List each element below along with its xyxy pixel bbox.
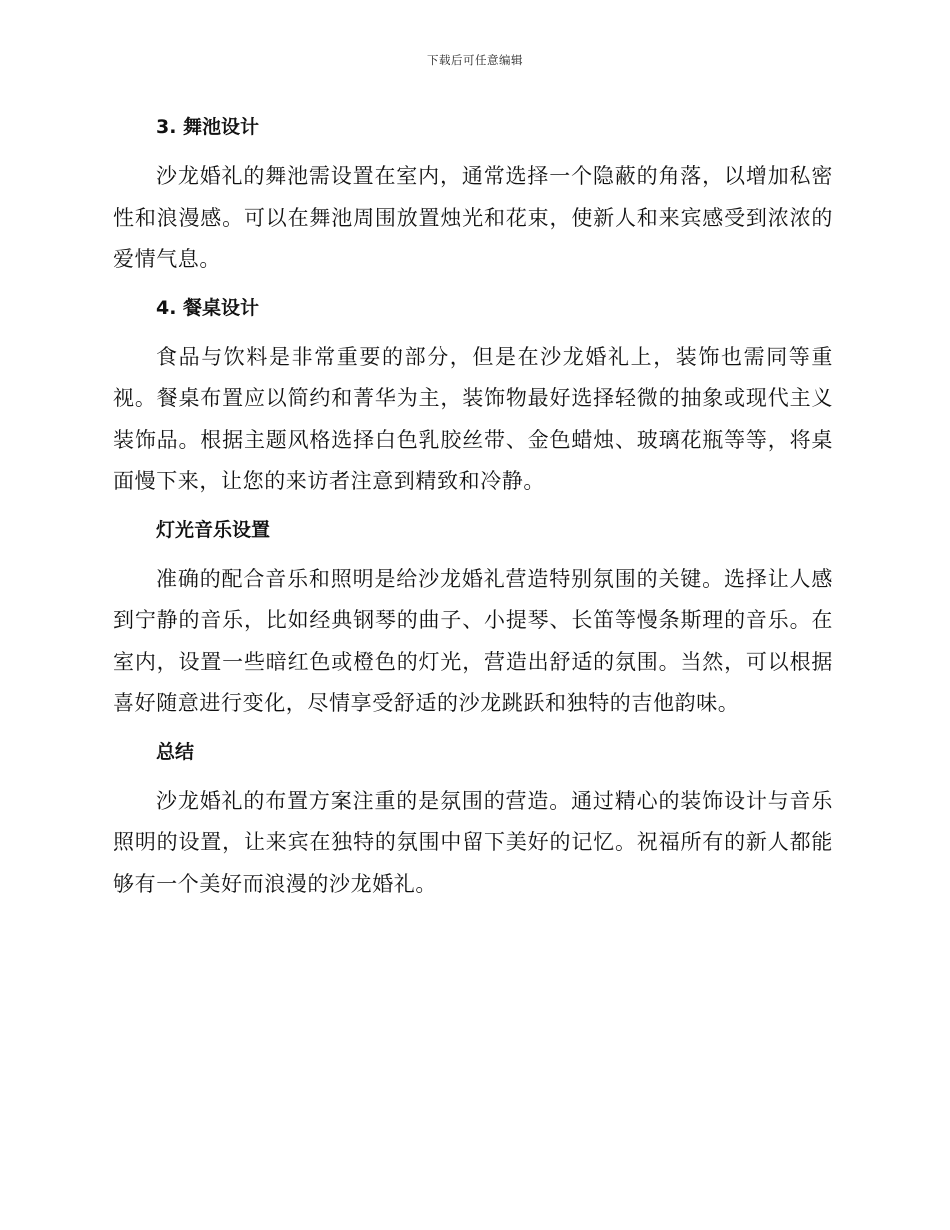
section-summary bbox=[113, 735, 833, 906]
section-heading: 4. 餐桌设计 bbox=[156, 296, 260, 319]
page-header: 下载后可任意编辑 bbox=[427, 53, 523, 67]
section-paragraph: 沙龙婚礼的布置方案注重的是氛围的营造。通过精心的装饰设计与音乐照明的设置，让来宾在独特的氛围中留下美好的记忆。祝福所有的新人都能够有一个美好而浪漫的沙龙婚礼。 bbox=[113, 788, 833, 896]
section-heading: 灯光音乐设置 bbox=[156, 518, 271, 541]
section-paragraph: 食品与饮料是非常重要的部分，但是在沙龙婚礼上，装饰也需同等重视。餐桌布置应以简约和菁华为主，装饰物最好选择轻微的抽象或现代主义装饰品。根据主题风格选择白色乳胶丝带、金色蜡烛、玻璃花瓶等等，将桌面慢下来，让您的来访者注意到精致和冷静。 bbox=[113, 344, 833, 493]
section-paragraph: 准确的配合音乐和照明是给沙龙婚礼营造特别氛围的关键。选择让人感到宁静的音乐，比如经典钢琴的曲子、小提琴、长笛等慢条斯理的音乐。在室内，设置一些暗红色或橙色的灯光，营造出舒适的氛围。当然，可以根据喜好随意进行变化，尽情享受舒适的沙龙跳跃和独特的吉他韵味。 bbox=[113, 566, 833, 715]
section-heading: 3. 舞池设计 bbox=[156, 116, 260, 138]
document-body bbox=[113, 110, 833, 915]
section-heading: 总结 bbox=[156, 740, 195, 763]
section-paragraph: 沙龙婚礼的舞池需设置在室内，通常选择一个隐蔽的角落，以增加私密性和浪漫感。可以在舞池周围放置烛光和花束，使新人和来宾感受到浓浓的爱情气息。 bbox=[113, 164, 833, 271]
section-dance-floor bbox=[113, 110, 833, 281]
section-table-design bbox=[113, 291, 833, 503]
section-lighting-music bbox=[113, 513, 833, 725]
